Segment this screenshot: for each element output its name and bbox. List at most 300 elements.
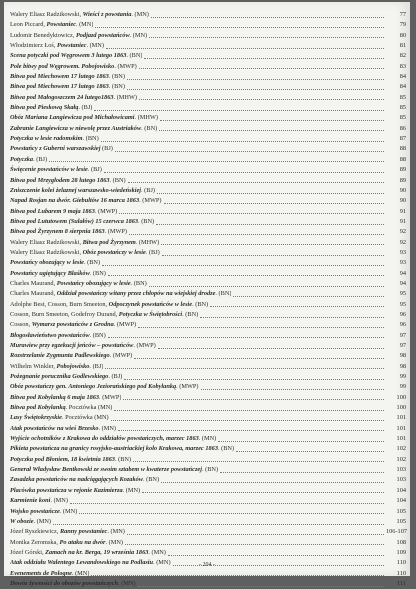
entry-title: Oddział powstańczy witany przez chłopów na wiejskiej drodze xyxy=(56,290,216,298)
list-item xyxy=(10,424,406,434)
list-item xyxy=(10,279,406,289)
entry-source: . (MN) xyxy=(75,21,94,29)
dot-leader xyxy=(123,399,384,400)
list-item xyxy=(10,548,406,558)
entry-text xyxy=(10,289,231,299)
entry-page-number: 111 xyxy=(397,579,406,587)
entry-source: . (BN) xyxy=(130,279,147,287)
entry-text xyxy=(10,248,160,258)
dot-leader xyxy=(236,451,384,452)
entry-source: . (MWP) xyxy=(99,393,122,401)
entry-source: . (BJ) xyxy=(141,186,156,194)
entry-source: . (BN) xyxy=(215,290,232,298)
entry-title: Bitwa pod Pieskową Skałą xyxy=(10,104,79,112)
list-item xyxy=(10,186,406,196)
entry-text xyxy=(10,176,126,186)
entry-page-number: 103 xyxy=(396,476,406,484)
entry-source: . (MN) xyxy=(59,507,78,515)
list-item xyxy=(10,82,406,92)
entry-page-number: 97 xyxy=(399,331,406,339)
entry-source: . (MWP) xyxy=(133,342,156,349)
entry-page-number: 95 xyxy=(399,300,406,308)
list-item xyxy=(10,10,406,20)
dot-leader xyxy=(138,327,384,328)
dot-leader xyxy=(218,441,384,442)
list-item xyxy=(10,124,406,134)
list-item xyxy=(10,320,406,330)
dot-leader xyxy=(128,182,384,183)
entry-text xyxy=(10,41,104,51)
entry-source: . (BN) xyxy=(138,217,155,225)
entry-text xyxy=(10,320,136,330)
dot-leader xyxy=(168,555,384,556)
entry-text xyxy=(10,382,199,392)
entry-author: Walery Eliasz Radzikowski, xyxy=(10,11,83,18)
list-item xyxy=(10,569,406,579)
entry-text xyxy=(10,258,100,268)
entry-page-number: 93 xyxy=(399,248,406,256)
entry-text xyxy=(10,424,116,434)
entry-title: Rozstrzelanie Zygmunta Padlewskiego xyxy=(10,352,110,360)
list-item xyxy=(10,517,406,527)
entry-title: Potyczka w Świętobrości xyxy=(118,310,183,318)
entry-source: (BJ) xyxy=(100,145,113,153)
entry-page-number: 110 xyxy=(396,559,406,567)
entry-source: . (BN) xyxy=(142,476,160,484)
dot-leader xyxy=(162,255,384,256)
entry-title: Placówka powstańcza w rejonie Kazimierza xyxy=(10,486,123,494)
entry-page-number: 98 xyxy=(399,352,406,360)
entry-title: Zamach na kr. Berga, 19 września 1863 xyxy=(45,548,149,556)
entry-page-number: 102 xyxy=(396,455,406,463)
list-item xyxy=(10,41,406,51)
entry-source: . (MWP) xyxy=(114,62,137,70)
list-item xyxy=(10,413,406,423)
entry-source: . (BN) xyxy=(82,135,99,143)
entry-source: . (MN) xyxy=(98,424,117,432)
list-item xyxy=(10,144,406,154)
entry-source: . (BN) xyxy=(126,52,143,60)
entry-source: . (MHW) xyxy=(134,114,158,122)
entry-text xyxy=(10,310,198,320)
entry-author: Walery Eliasz Radzikowski, xyxy=(10,238,83,246)
entry-title: Powstańcy ugiętujący Blaśków xyxy=(10,269,90,277)
entry-title: Bitwa pod Lututowem (Sulałów) 15 czerwca 1863 xyxy=(10,217,139,225)
entry-text xyxy=(10,475,159,485)
list-item xyxy=(10,227,406,237)
entry-text xyxy=(10,10,149,20)
entry-page-number: 100 xyxy=(396,393,406,401)
dot-leader xyxy=(127,89,384,90)
entry-source: . (BN) xyxy=(114,455,132,463)
entry-page-number: 104 xyxy=(396,486,406,494)
entry-title: Napad Rosjan na dwór. Giebultów 16 marca 1863 xyxy=(10,197,140,205)
entry-title: Potyczka pod Błoniem, 18 kwietnia 1863 xyxy=(10,455,115,463)
list-item xyxy=(10,527,406,537)
list-item xyxy=(10,113,406,123)
entry-title: Bitwa pod Miechowem 17 lutego 1863 xyxy=(10,73,109,81)
entry-page-number: 101 xyxy=(396,414,406,422)
entry-page-number: 99 xyxy=(399,383,406,391)
entry-title: Lasy Świętokrzyskie xyxy=(10,414,62,422)
entry-text xyxy=(10,527,125,537)
entry-text xyxy=(10,569,89,579)
entry-title: Scena potyczki pod Węgrowem 3 lutego 1863 xyxy=(10,52,127,60)
entry-source: . (BJ) xyxy=(89,362,104,370)
entry-page-number: 88 xyxy=(399,145,406,153)
entry-page-number: 97 xyxy=(399,342,406,349)
entry-source: . (BN) xyxy=(108,83,125,91)
entry-text xyxy=(10,269,106,279)
dot-leader xyxy=(139,68,384,69)
entry-author: Józef Ryszkiewicz, xyxy=(10,528,60,536)
entry-source: . (MN) xyxy=(148,548,166,556)
entry-page-number: 83 xyxy=(399,62,406,70)
dot-leader xyxy=(133,461,384,462)
entry-source: . (BJ) xyxy=(87,166,102,174)
entry-text xyxy=(10,486,140,496)
entry-source: . (BJ) xyxy=(78,104,93,112)
entry-title: Evenements de Pologne xyxy=(10,569,72,577)
entry-title: Podjazd powstańców xyxy=(75,31,130,39)
entry-page-number: 94 xyxy=(399,279,406,287)
list-item xyxy=(10,362,406,372)
entry-title: Po ataku na dwór xyxy=(59,538,106,546)
entry-text xyxy=(10,444,234,454)
entry-page-number: 85 xyxy=(399,93,406,101)
entry-source: . (MN) xyxy=(118,579,136,587)
entry-source: . (MN) xyxy=(107,528,125,536)
entry-page-number: 91 xyxy=(399,207,406,215)
entry-source: . (MN) xyxy=(198,435,217,443)
entry-title: Powstaniec xyxy=(57,42,87,50)
dot-leader xyxy=(124,379,384,380)
entry-text xyxy=(10,207,117,217)
entry-source: . (BJ) xyxy=(108,373,123,381)
entry-page-number: 90 xyxy=(399,197,406,205)
entry-source: . (BJ) xyxy=(145,248,160,256)
list-item xyxy=(10,134,406,144)
list-item xyxy=(10,382,406,392)
entry-page-number: 109 xyxy=(396,548,406,556)
dot-leader xyxy=(70,503,384,504)
list-item xyxy=(10,258,406,268)
entry-page-number: 82 xyxy=(399,52,406,60)
entry-title: Zasadzka powstańców na nadciągających Kozaków xyxy=(10,476,143,484)
entry-author: Walery Eliasz Radzikowski, xyxy=(10,248,83,256)
dot-leader xyxy=(138,586,384,587)
entry-text xyxy=(10,279,147,289)
list-item xyxy=(10,207,406,217)
entry-source: . (MN) xyxy=(122,486,141,494)
entry-text xyxy=(10,144,113,154)
entry-source: . (MWP) xyxy=(176,383,199,391)
entry-page-number: 106-107 xyxy=(386,528,407,536)
entry-page-number: 104 xyxy=(396,497,406,505)
dot-leader xyxy=(144,58,384,59)
dot-leader xyxy=(139,99,384,100)
dot-leader xyxy=(115,151,384,152)
list-item xyxy=(10,217,406,227)
dot-leader xyxy=(108,275,384,276)
entry-page-number: 89 xyxy=(399,166,406,174)
list-item xyxy=(10,238,406,248)
entry-source: . (MHW) xyxy=(113,93,137,101)
entry-text xyxy=(10,113,158,123)
list-item xyxy=(10,351,406,361)
dot-leader xyxy=(79,513,384,514)
entry-author: Leon Piccard, xyxy=(10,21,47,29)
entry-page-number: 110 xyxy=(396,569,406,577)
entry-page-number: 91 xyxy=(399,217,406,225)
entry-source: . (MN) xyxy=(131,11,149,18)
dot-leader xyxy=(201,389,384,390)
entry-source: . (MN) xyxy=(33,517,51,525)
list-item xyxy=(10,103,406,113)
entry-page-number: 101 xyxy=(396,424,406,432)
entry-title: Atak oddziału Walentego Lewandowskiego na Podlasiu xyxy=(10,559,154,567)
entry-text xyxy=(10,507,77,517)
entry-title: Wymarsz powstańców z Grodna xyxy=(31,321,114,329)
list-item xyxy=(10,176,406,186)
dot-leader xyxy=(159,130,384,131)
list-item xyxy=(10,403,406,413)
entry-title: Bitwa pod Żyrzynem xyxy=(82,238,136,246)
entry-source: . Pocztówka (MN) xyxy=(61,414,109,422)
entry-page-number: 84 xyxy=(399,73,406,81)
entry-page-number: 105 xyxy=(396,517,406,525)
dot-leader xyxy=(102,265,384,266)
dot-leader xyxy=(53,524,384,525)
entry-page-number: 79 xyxy=(399,21,406,29)
entry-page-number: 81 xyxy=(399,42,406,50)
dot-leader xyxy=(158,348,384,349)
entry-page-number: 96 xyxy=(399,310,406,318)
entry-source: . (MN) xyxy=(105,538,124,546)
entry-source: . (MWP) xyxy=(139,197,162,205)
entry-text xyxy=(10,579,136,589)
entry-text xyxy=(10,103,92,113)
list-item xyxy=(10,31,406,41)
list-item xyxy=(10,72,406,82)
list-item xyxy=(10,341,406,351)
entry-page-number: 102 xyxy=(396,445,406,453)
list-item xyxy=(10,248,406,258)
dot-leader xyxy=(129,234,384,235)
entry-page-number: 85 xyxy=(399,104,406,112)
entry-author: Włodzimierz Łoś, xyxy=(10,42,58,50)
entry-page-number: 96 xyxy=(399,321,406,329)
entry-text xyxy=(10,413,109,423)
entry-author: Monika Żeromska, xyxy=(10,538,60,546)
dot-leader xyxy=(160,120,384,121)
entry-text xyxy=(10,300,208,310)
entry-title: Powstaniec xyxy=(46,21,76,29)
entry-page-number: 98 xyxy=(399,362,406,370)
list-item xyxy=(10,393,406,403)
entry-title: Bitwa pod Żyrzynem 8 sierpnia 1863 xyxy=(10,228,105,236)
entry-title: Powstańcy obozujący w lesie xyxy=(10,259,84,267)
entry-text xyxy=(10,31,147,41)
entry-source: . (BN) xyxy=(108,73,125,81)
entry-title: Obóz Mariana Langiewicza pod Michałowicami xyxy=(10,114,135,122)
list-item xyxy=(10,538,406,548)
entry-source: . Pocztówka (MN) xyxy=(65,404,113,412)
entry-author: Charles Maurand, xyxy=(10,279,57,287)
entry-title: Pożegnanie porucznika Godlewskiego xyxy=(10,373,109,381)
entry-title: Zabranie Langiewicza w niewolę przez Austriaków xyxy=(10,124,142,132)
entry-page-number: 80 xyxy=(399,31,406,39)
list-item xyxy=(10,434,406,444)
entry-page-number: 77 xyxy=(399,11,406,18)
entry-author: Józef Górski, xyxy=(10,548,46,556)
dot-leader xyxy=(119,213,384,214)
entry-text xyxy=(10,351,132,361)
entry-source: . (MHW) xyxy=(135,238,160,246)
entry-page-number: 90 xyxy=(399,186,406,194)
entry-source: . (MN) xyxy=(50,497,68,505)
list-item xyxy=(10,444,406,454)
dot-leader xyxy=(114,410,384,411)
list-item xyxy=(10,165,406,175)
entry-text xyxy=(10,538,123,548)
entry-title: Bitwa pod Kobylanką xyxy=(10,404,66,412)
entry-page-number: 92 xyxy=(399,228,406,236)
dot-leader xyxy=(127,534,384,535)
entry-page-number: 99 xyxy=(399,373,406,381)
list-item xyxy=(10,455,406,465)
list-item xyxy=(10,465,406,475)
dot-leader xyxy=(220,472,384,473)
list-item xyxy=(10,289,406,299)
entry-source: . (BN) xyxy=(89,269,106,277)
entry-text xyxy=(10,165,102,175)
dot-leader xyxy=(149,286,384,287)
dot-leader xyxy=(134,358,384,359)
dot-leader xyxy=(125,544,384,545)
entry-page-number: 85 xyxy=(399,114,406,122)
dot-leader xyxy=(233,296,384,297)
entry-source: . (BN) xyxy=(217,445,235,453)
entry-source: . (MN) xyxy=(153,559,171,567)
entry-text xyxy=(10,155,47,165)
entry-title: Zniszczenie kolei żelaznej warszawsko-wiedeńskiej xyxy=(10,186,142,194)
dot-leader xyxy=(161,244,384,245)
entry-title: Błogosławieństwo powstańców xyxy=(10,331,90,339)
document-page xyxy=(4,2,410,587)
entry-title: W obozie xyxy=(10,517,34,525)
entry-title: Wieści z powstania xyxy=(82,11,132,18)
list-item xyxy=(10,507,406,517)
entry-title: Murawiew przy egzekucji jeńców – powstańców xyxy=(10,342,134,349)
entry-title: Potyczka xyxy=(10,155,34,163)
entry-title: Ranny powstaniec xyxy=(59,528,108,536)
dot-leader xyxy=(164,203,385,204)
list-item xyxy=(10,93,406,103)
entry-page-number: 94 xyxy=(399,269,406,277)
entry-source: . (MWP) xyxy=(104,228,128,236)
entry-title: Dowóz żywności do obozów powstańczych xyxy=(10,579,119,587)
list-item xyxy=(10,51,406,61)
entry-source: . (BN) xyxy=(89,331,106,339)
dot-leader xyxy=(118,430,384,431)
entry-page-number: 108 xyxy=(396,538,406,546)
list-item xyxy=(10,269,406,279)
entry-text xyxy=(10,93,137,103)
dot-leader xyxy=(94,110,384,111)
entry-title: Potyczka w lesie radomskim xyxy=(10,135,83,143)
entry-title: Generał Władysław Bentkowski ze swoim sztabem w kwaterze powstańczej xyxy=(10,466,202,474)
entry-text xyxy=(10,124,157,134)
list-item xyxy=(10,486,406,496)
entry-title: Powstańcy z Guberni warszawskiej xyxy=(10,145,101,153)
entry-title: Pikieta powstańcza na granicy rosyjsko-austriackiej koło Krakowa, marzec 1863 xyxy=(10,445,218,453)
entry-page-number: 84 xyxy=(399,83,406,91)
dot-leader xyxy=(108,337,384,338)
list-item xyxy=(10,372,406,382)
entry-text xyxy=(10,196,162,206)
dot-leader xyxy=(149,37,384,38)
entry-text xyxy=(10,362,103,372)
list-item xyxy=(10,196,406,206)
entry-page-number: 100 xyxy=(396,404,406,412)
entry-source: . (MWP) xyxy=(94,207,118,215)
entry-title: Święcenie powstańców w lesie xyxy=(10,166,88,174)
entry-text xyxy=(10,393,121,403)
entry-source: . (BN) xyxy=(192,300,209,308)
entry-title: Powstańcy obozujący w lesie xyxy=(56,279,131,287)
entry-text xyxy=(10,227,127,237)
dot-leader xyxy=(142,492,384,493)
dot-leader xyxy=(210,306,384,307)
entry-title: Obóz powstańczy w lesie xyxy=(82,248,146,256)
entry-title: Wojsko powstańcze xyxy=(10,507,60,515)
dot-leader xyxy=(101,141,384,142)
entry-source: . (BN) xyxy=(109,176,126,184)
entry-text xyxy=(10,517,51,527)
entry-author: Ludomir Benedyktowicz, xyxy=(10,31,76,39)
entry-text xyxy=(10,331,106,341)
entry-text xyxy=(10,465,218,475)
dot-leader xyxy=(161,482,384,483)
entry-page-number: 92 xyxy=(399,238,406,246)
entry-text xyxy=(10,341,156,351)
list-item xyxy=(10,475,406,485)
entry-text xyxy=(10,72,125,82)
entry-source: . (BJ) xyxy=(33,155,48,163)
entry-source: . (MWP) xyxy=(113,321,137,329)
list-item xyxy=(10,155,406,165)
entry-page-number: 103 xyxy=(396,466,406,474)
entry-page-number: 95 xyxy=(399,290,406,298)
list-item xyxy=(10,20,406,30)
entry-text xyxy=(10,496,68,506)
entry-text xyxy=(10,403,112,413)
list-item xyxy=(10,331,406,341)
list-item xyxy=(10,310,406,320)
dot-leader xyxy=(200,317,384,318)
dot-leader xyxy=(127,79,384,80)
dot-leader xyxy=(95,27,384,28)
dot-leader xyxy=(105,368,384,369)
entry-page-number: 93 xyxy=(399,259,406,267)
list-item xyxy=(10,579,406,589)
entry-page-number: 87 xyxy=(399,135,406,143)
entry-text xyxy=(10,238,159,248)
list-item xyxy=(10,62,406,72)
list-of-illustrations xyxy=(10,10,406,589)
dot-leader xyxy=(111,420,384,421)
